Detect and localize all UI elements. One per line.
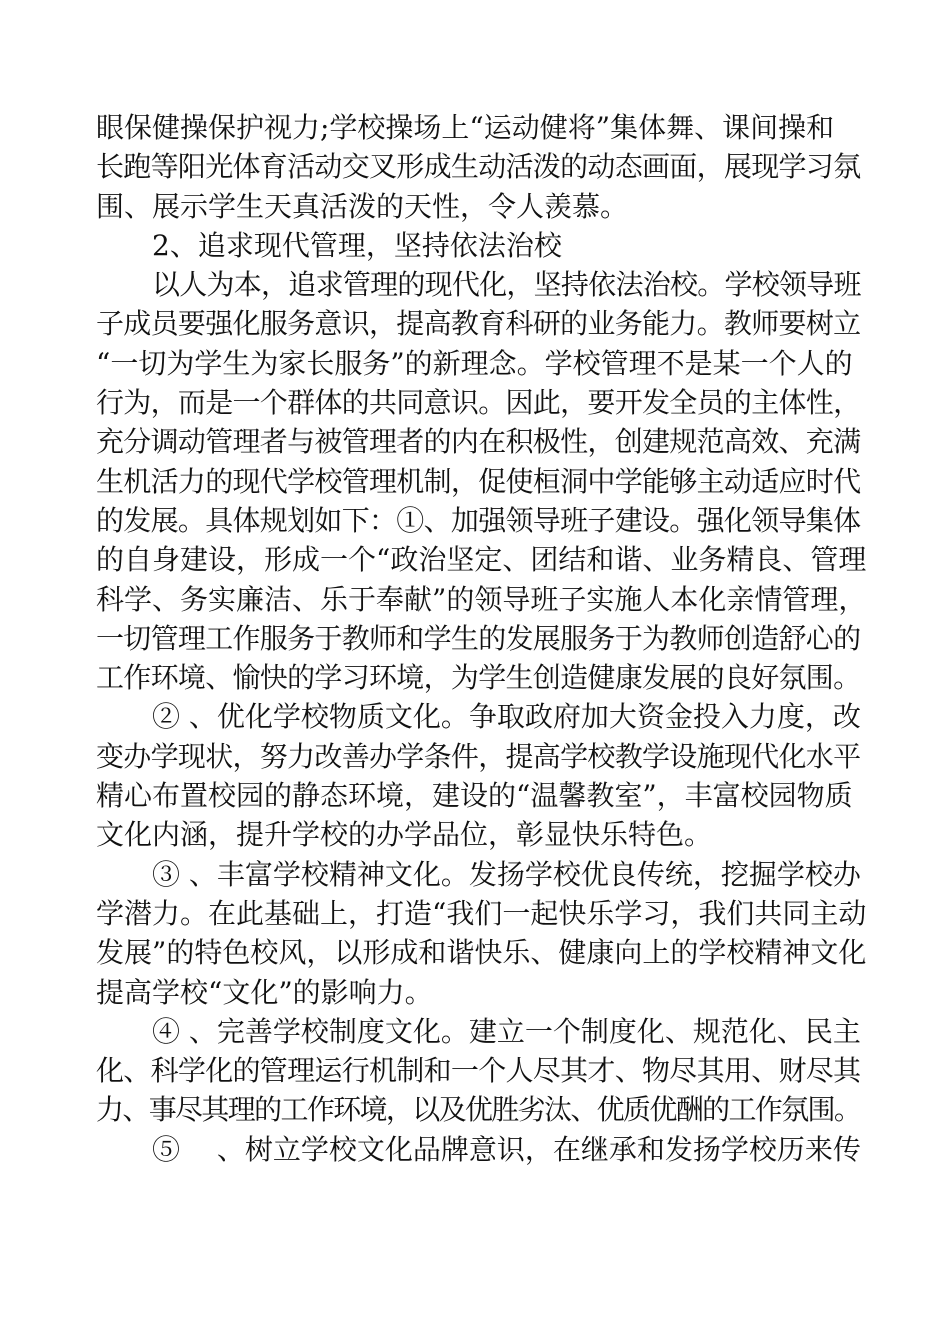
text-line: 眼保健操保护视力;学校操场上“运动健将”集体舞、课间操和 — [96, 111, 835, 144]
text-line: 化、科学化的管理运行机制和一个人尽其才、物尽其用、财尽其 — [96, 1054, 861, 1088]
text-line: ③ 、丰富学校精神文化。发扬学校优良传统，挖掘学校办 — [152, 857, 861, 891]
text-line: 文化内涵，提升学校的办学品位，彰显快乐特色。 — [96, 818, 713, 852]
text-line: 变办学现状，努力改善办学条件，提高学校教学设施现代化水平 — [96, 739, 861, 773]
text-line: 发展”的特色校风，以形成和谐快乐、健康向上的学校精神文化 — [96, 936, 867, 970]
text-line: 充分调动管理者与被管理者的内在积极性，创建规范高效、充满 — [96, 425, 861, 459]
text-line: 一切管理工作服务于教师和学生的发展服务于为教师创造舒心的 — [96, 621, 861, 655]
text-line: 生机活力的现代学校管理机制，促使桓洞中学能够主动适应时代 — [96, 464, 861, 498]
text-line: 的自身建设，形成一个“政治坚定、团结和谐、业务精良、管理 — [96, 543, 867, 577]
text-line: 学潜力。在此基础上，打造“我们一起快乐学习，我们共同主动 — [96, 896, 867, 930]
text-line: 行为，而是一个群体的共同意识。因此，要开发全员的主体性， — [96, 386, 861, 420]
document-page — [96, 108, 866, 1169]
text-line: 以人为本，追求管理的现代化，坚持依法治校。学校领导班 — [152, 268, 861, 302]
text-line: 长跑等阳光体育活动交叉形成生动活泼的动态画面，展现学习氛 — [96, 150, 861, 184]
text-line: 精心布置校园的静态环境，建设的“温馨教室”，丰富校园物质 — [96, 779, 853, 813]
text-line: 2、追求现代管理，坚持依法治校 — [152, 228, 562, 262]
text-line: ⑤ 、树立学校文化品牌意识，在继承和发扬学校历来传 — [152, 1132, 861, 1166]
text-line: ② 、优化学校物质文化。争取政府加大资金投入力度，改 — [152, 700, 861, 734]
text-line: 围、展示学生天真活泼的天性，令人羡慕。 — [96, 189, 629, 223]
text-line: 科学、务实廉洁、乐于奉献”的领导班子实施人本化亲情管理， — [96, 582, 867, 616]
text-line: 的发展。具体规划如下：①、加强领导班子建设。强化领导集体 — [96, 503, 861, 537]
text-line: ④ 、完善学校制度文化。建立一个制度化、规范化、民主 — [152, 1014, 861, 1048]
text-line: “一切为学生为家长服务”的新理念。学校管理不是某一个人的 — [96, 346, 853, 380]
text-line: 子成员要强化服务意识，提高教育科研的业务能力。教师要树立 — [96, 307, 861, 341]
text-line: 提高学校“文化”的影响力。 — [96, 975, 433, 1009]
text-line: 工作环境、愉快的学习环境，为学生创造健康发展的良好氛围。 — [96, 661, 861, 695]
text-line: 力、事尽其理的工作环境，以及优胜劣汰、优质优酬的工作氛围。 — [96, 1093, 861, 1127]
